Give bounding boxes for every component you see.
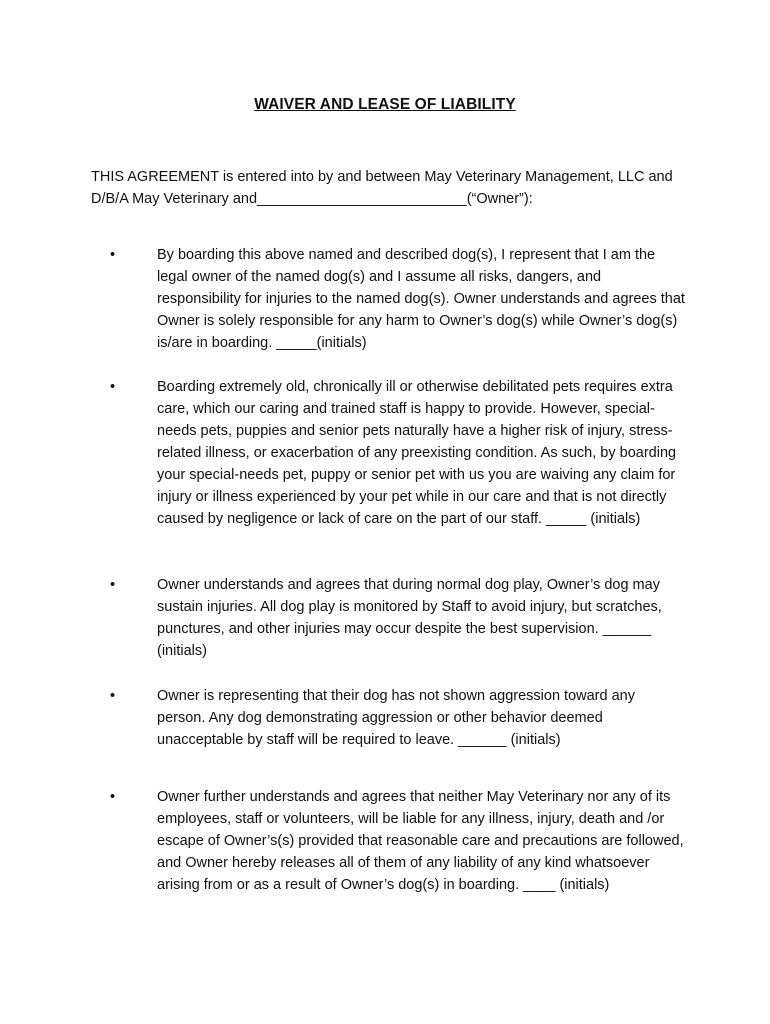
intro-paragraph: THIS AGREEMENT is entered into by and between May Veterinary Management, LLC and D/B/A May Veterinary and__________________________(“Owner”): [91,169,673,207]
bullet-icon: • [110,247,116,263]
list-item-text: Owner is representing that their dog has not shown aggression toward any person. Any dog demonstrating aggression or other behavior deemed unacceptable by staff will be required to leave. ______ (initials) [157,688,635,748]
list-item-text: Boarding extremely old, chronically ill or otherwise debilitated pets requires extra care, which our caring and trained staff is happy to provide. However, special-needs pets, puppies and senior pets naturally have a higher risk of injury, stress-related illness, or exacerbation of any preexisting condition. As such, by boarding your special-needs pet, puppy or senior pet with us you are waiving any claim for injury or illness experienced by your pet while in our care and that is not directly caused by negligence or lack of care on the part of our staff. _____ (initials) [157,379,677,527]
bullet-icon: • [110,789,116,805]
list-item-text: By boarding this above named and described dog(s), I represent that I am the legal owner of the named dog(s) and I assume all risks, dangers, and responsibility for injuries to the named dog(s). Owner understands and agrees that Owner is solely responsible for any harm to Owner’s dog(s) while Owner’s dog(s) is/are in boarding. _____(initials) [157,247,685,351]
list-item-text: Owner understands and agrees that during normal dog play, Owner’s dog may sustain injuries. All dog play is monitored by Staff to avoid injury, but scratches, punctures, and other injuries may occur despite the best supervision. ______ (initials) [157,577,662,659]
list-item-text: Owner further understands and agrees that neither May Veterinary nor any of its employees, staff or volunteers, will be liable for any illness, injury, death and /or escape of Owner’s(s) provided that reasonable care and precautions are followed, and Owner hereby releases all of them of any liability of any kind whatsoever arising from or as a result of Owner’s dog(s) in boarding. ____ (initials) [157,789,684,893]
document-title: WAIVER AND LEASE OF LIABILITY [254,96,516,113]
bullet-icon: • [110,577,116,593]
bullet-icon: • [110,379,116,395]
bullet-icon: • [110,688,116,704]
